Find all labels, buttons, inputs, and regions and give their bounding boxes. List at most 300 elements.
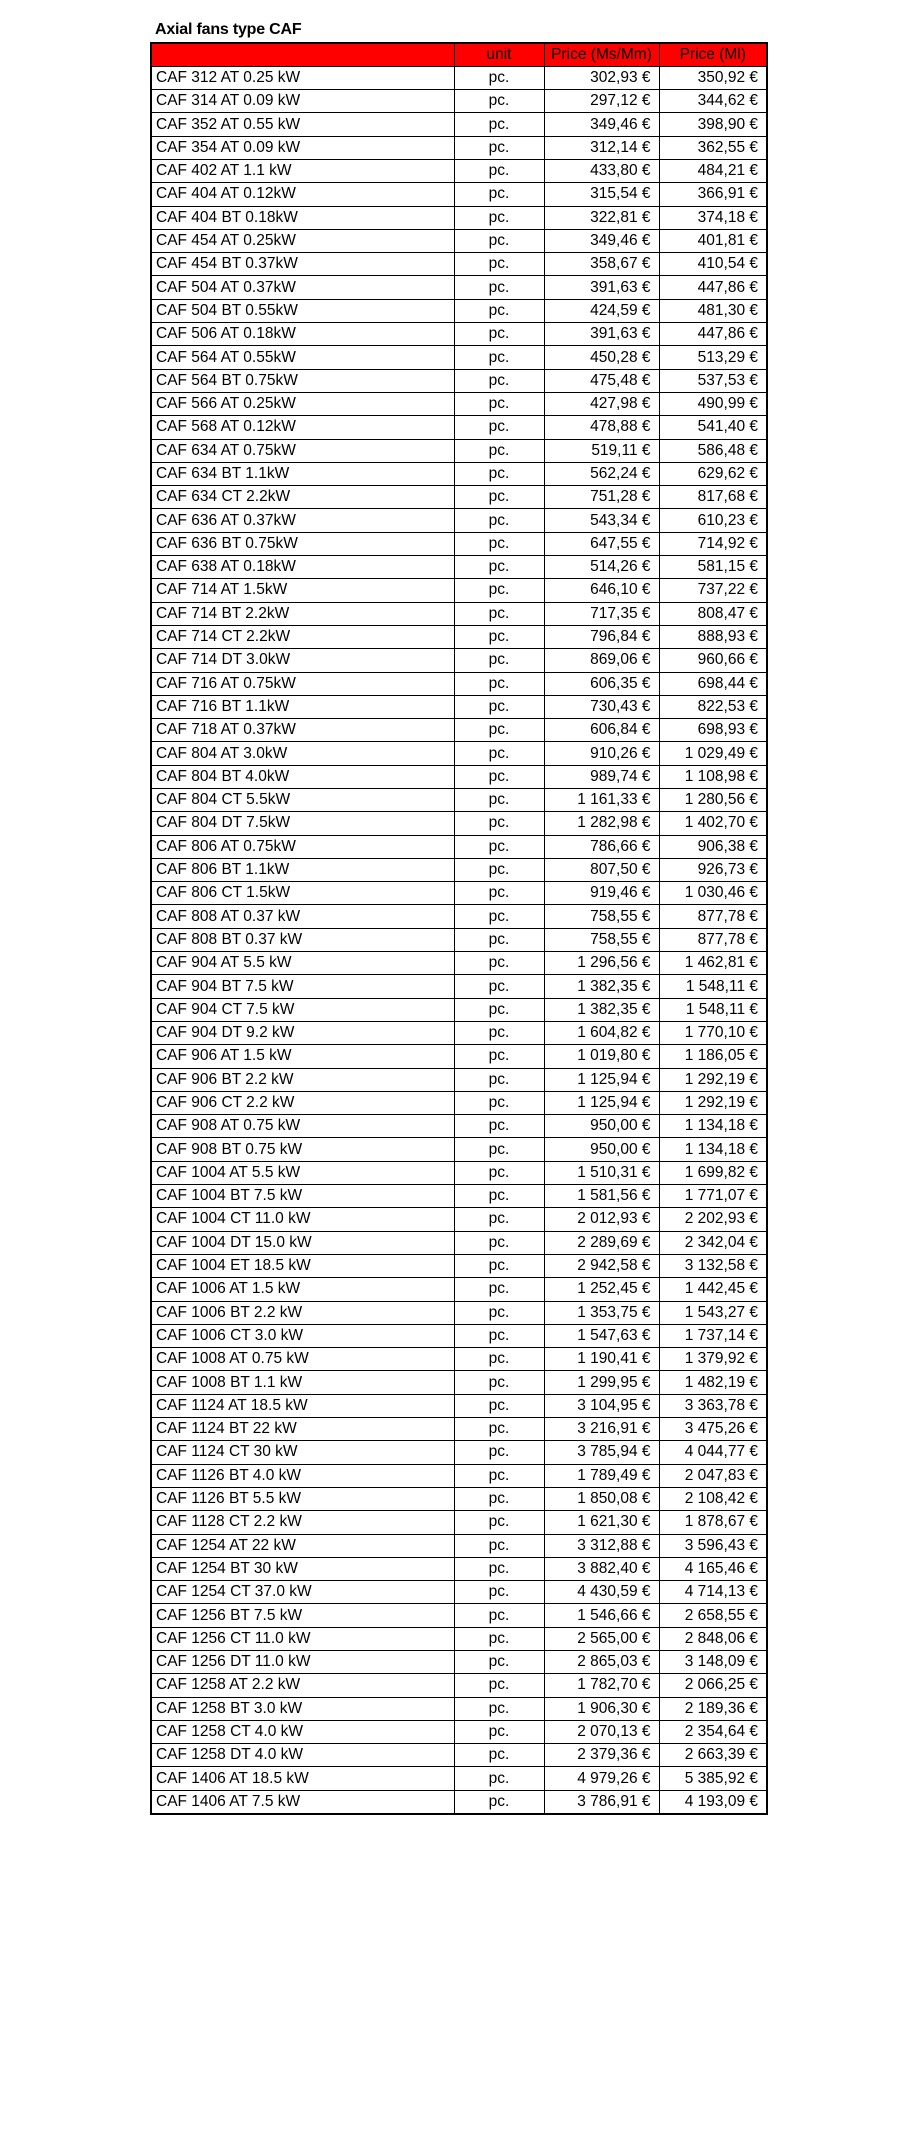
price-ml-cell: 1 771,07 € (659, 1185, 767, 1208)
price-ml-cell: 2 658,55 € (659, 1604, 767, 1627)
product-name: CAF 714 DT 3.0kW (151, 649, 454, 672)
table-row (151, 346, 767, 369)
unit-cell: pc. (454, 905, 544, 928)
unit-cell: pc. (454, 509, 544, 532)
unit-cell: pc. (454, 439, 544, 462)
table-row (151, 742, 767, 765)
unit-cell: pc. (454, 229, 544, 252)
price-ml-cell: 1 737,14 € (659, 1324, 767, 1347)
price-ms-cell: 3 785,94 € (544, 1441, 659, 1464)
price-ml-cell: 1 402,70 € (659, 812, 767, 835)
unit-cell: pc. (454, 882, 544, 905)
table-row (151, 1068, 767, 1091)
table-row (151, 1441, 767, 1464)
price-ml-cell: 484,21 € (659, 159, 767, 182)
unit-cell: pc. (454, 1115, 544, 1138)
table-row (151, 159, 767, 182)
price-ms-cell: 606,35 € (544, 672, 659, 695)
price-ms-cell: 519,11 € (544, 439, 659, 462)
table-row (151, 928, 767, 951)
unit-cell: pc. (454, 1301, 544, 1324)
price-ms-cell: 4 979,26 € (544, 1767, 659, 1790)
unit-cell: pc. (454, 90, 544, 113)
product-name: CAF 354 AT 0.09 kW (151, 136, 454, 159)
unit-cell: pc. (454, 1161, 544, 1184)
unit-cell: pc. (454, 113, 544, 136)
price-ml-cell: 581,15 € (659, 556, 767, 579)
product-name: CAF 1004 DT 15.0 kW (151, 1231, 454, 1254)
table-row (151, 1348, 767, 1371)
table-row (151, 66, 767, 89)
table-row (151, 1581, 767, 1604)
unit-cell: pc. (454, 789, 544, 812)
table-body (151, 66, 767, 1813)
price-ms-cell: 2 070,13 € (544, 1720, 659, 1743)
unit-cell: pc. (454, 602, 544, 625)
product-name: CAF 1126 BT 4.0 kW (151, 1464, 454, 1487)
unit-cell: pc. (454, 1091, 544, 1114)
price-ml-cell: 698,44 € (659, 672, 767, 695)
unit-cell: pc. (454, 1348, 544, 1371)
product-name: CAF 1128 CT 2.2 kW (151, 1511, 454, 1534)
table-row (151, 1604, 767, 1627)
table-row (151, 462, 767, 485)
product-name: CAF 804 DT 7.5kW (151, 812, 454, 835)
price-ms-cell: 1 510,31 € (544, 1161, 659, 1184)
table-row (151, 952, 767, 975)
price-ms-cell: 1 382,35 € (544, 975, 659, 998)
price-ml-cell: 2 342,04 € (659, 1231, 767, 1254)
unit-cell: pc. (454, 812, 544, 835)
table-row (151, 299, 767, 322)
product-name: CAF 1008 BT 1.1 kW (151, 1371, 454, 1394)
price-ml-cell: 960,66 € (659, 649, 767, 672)
unit-cell: pc. (454, 928, 544, 951)
table-row (151, 509, 767, 532)
unit-cell: pc. (454, 1487, 544, 1510)
price-ml-cell: 1 442,45 € (659, 1278, 767, 1301)
price-ml-cell: 714,92 € (659, 532, 767, 555)
price-ml-cell: 1 543,27 € (659, 1301, 767, 1324)
price-ml-cell: 490,99 € (659, 392, 767, 415)
product-name: CAF 634 CT 2.2kW (151, 486, 454, 509)
table-row (151, 975, 767, 998)
table-row (151, 90, 767, 113)
price-ml-cell: 4 714,13 € (659, 1581, 767, 1604)
price-ms-cell: 950,00 € (544, 1138, 659, 1161)
unit-cell: pc. (454, 625, 544, 648)
price-ml-cell: 1 379,92 € (659, 1348, 767, 1371)
table-row (151, 905, 767, 928)
unit-cell: pc. (454, 346, 544, 369)
unit-cell: pc. (454, 1650, 544, 1673)
unit-cell: pc. (454, 136, 544, 159)
unit-cell: pc. (454, 1744, 544, 1767)
product-name: CAF 908 BT 0.75 kW (151, 1138, 454, 1161)
price-ms-cell: 1 019,80 € (544, 1045, 659, 1068)
table-row (151, 998, 767, 1021)
product-name: CAF 1004 BT 7.5 kW (151, 1185, 454, 1208)
product-name: CAF 1006 BT 2.2 kW (151, 1301, 454, 1324)
unit-cell: pc. (454, 276, 544, 299)
unit-cell: pc. (454, 1790, 544, 1813)
price-ms-cell: 606,84 € (544, 719, 659, 742)
price-ms-cell: 1 252,45 € (544, 1278, 659, 1301)
product-name: CAF 904 BT 7.5 kW (151, 975, 454, 998)
price-ms-cell: 4 430,59 € (544, 1581, 659, 1604)
unit-cell: pc. (454, 416, 544, 439)
table-row (151, 439, 767, 462)
price-ms-cell: 302,93 € (544, 66, 659, 89)
price-ml-cell: 808,47 € (659, 602, 767, 625)
price-ml-cell: 447,86 € (659, 276, 767, 299)
table-row (151, 1185, 767, 1208)
unit-cell: pc. (454, 66, 544, 89)
product-name: CAF 504 AT 0.37kW (151, 276, 454, 299)
table-row (151, 1534, 767, 1557)
price-ml-cell: 1 482,19 € (659, 1371, 767, 1394)
price-ms-cell: 1 782,70 € (544, 1674, 659, 1697)
product-name: CAF 1406 AT 7.5 kW (151, 1790, 454, 1813)
price-sheet (150, 18, 766, 1815)
price-ms-cell: 514,26 € (544, 556, 659, 579)
price-ms-cell: 349,46 € (544, 113, 659, 136)
product-name: CAF 566 AT 0.25kW (151, 392, 454, 415)
product-name: CAF 716 BT 1.1kW (151, 695, 454, 718)
price-ms-cell: 322,81 € (544, 206, 659, 229)
unit-cell: pc. (454, 1324, 544, 1347)
product-name: CAF 1254 CT 37.0 kW (151, 1581, 454, 1604)
unit-cell: pc. (454, 1185, 544, 1208)
product-name: CAF 906 CT 2.2 kW (151, 1091, 454, 1114)
price-ms-cell: 1 125,94 € (544, 1068, 659, 1091)
product-name: CAF 714 BT 2.2kW (151, 602, 454, 625)
price-ml-cell: 1 280,56 € (659, 789, 767, 812)
product-name: CAF 808 AT 0.37 kW (151, 905, 454, 928)
unit-cell: pc. (454, 1278, 544, 1301)
table-row (151, 1208, 767, 1231)
table-row (151, 486, 767, 509)
unit-cell: pc. (454, 392, 544, 415)
product-name: CAF 634 AT 0.75kW (151, 439, 454, 462)
unit-cell: pc. (454, 1581, 544, 1604)
product-name: CAF 1256 CT 11.0 kW (151, 1627, 454, 1650)
product-name: CAF 906 AT 1.5 kW (151, 1045, 454, 1068)
table-row (151, 625, 767, 648)
price-ml-cell: 401,81 € (659, 229, 767, 252)
product-name: CAF 714 AT 1.5kW (151, 579, 454, 602)
product-name: CAF 806 BT 1.1kW (151, 858, 454, 881)
unit-cell: pc. (454, 323, 544, 346)
price-ml-cell: 1 134,18 € (659, 1115, 767, 1138)
product-name: CAF 1254 AT 22 kW (151, 1534, 454, 1557)
price-ml-cell: 513,29 € (659, 346, 767, 369)
price-ml-cell: 1 699,82 € (659, 1161, 767, 1184)
product-name: CAF 1006 CT 3.0 kW (151, 1324, 454, 1347)
product-name: CAF 1124 BT 22 kW (151, 1418, 454, 1441)
table-row (151, 882, 767, 905)
price-ms-cell: 646,10 € (544, 579, 659, 602)
table-row (151, 392, 767, 415)
price-ms-cell: 1 789,49 € (544, 1464, 659, 1487)
table-row (151, 1650, 767, 1673)
table-row (151, 369, 767, 392)
price-ms-cell: 424,59 € (544, 299, 659, 322)
unit-cell: pc. (454, 1767, 544, 1790)
price-ms-cell: 2 942,58 € (544, 1254, 659, 1277)
price-ml-cell: 888,93 € (659, 625, 767, 648)
table-row (151, 1278, 767, 1301)
price-ml-cell: 1 029,49 € (659, 742, 767, 765)
price-ms-cell: 869,06 € (544, 649, 659, 672)
price-ml-cell: 1 878,67 € (659, 1511, 767, 1534)
unit-cell: pc. (454, 858, 544, 881)
table-row (151, 1627, 767, 1650)
table-row (151, 1301, 767, 1324)
product-name: CAF 312 AT 0.25 kW (151, 66, 454, 89)
price-ml-cell: 3 475,26 € (659, 1418, 767, 1441)
table-row (151, 672, 767, 695)
product-name: CAF 404 AT 0.12kW (151, 183, 454, 206)
price-ml-cell: 906,38 € (659, 835, 767, 858)
unit-cell: pc. (454, 1511, 544, 1534)
price-ms-cell: 807,50 € (544, 858, 659, 881)
table-row (151, 1464, 767, 1487)
price-ml-cell: 1 462,81 € (659, 952, 767, 975)
price-ms-cell: 2 865,03 € (544, 1650, 659, 1673)
price-ml-cell: 1 292,19 € (659, 1091, 767, 1114)
table-row (151, 1138, 767, 1161)
unit-cell: pc. (454, 719, 544, 742)
table-row (151, 1394, 767, 1417)
table-row (151, 1254, 767, 1277)
table-row (151, 532, 767, 555)
price-ms-cell: 2 289,69 € (544, 1231, 659, 1254)
price-ms-cell: 1 547,63 € (544, 1324, 659, 1347)
price-ml-cell: 366,91 € (659, 183, 767, 206)
header-row (151, 43, 767, 66)
product-name: CAF 352 AT 0.55 kW (151, 113, 454, 136)
table-row (151, 1115, 767, 1138)
table-row (151, 1720, 767, 1743)
price-ms-cell: 751,28 € (544, 486, 659, 509)
price-ml-cell: 1 030,46 € (659, 882, 767, 905)
product-name: CAF 714 CT 2.2kW (151, 625, 454, 648)
product-name: CAF 718 AT 0.37kW (151, 719, 454, 742)
product-name: CAF 1004 AT 5.5 kW (151, 1161, 454, 1184)
product-name: CAF 904 AT 5.5 kW (151, 952, 454, 975)
unit-cell: pc. (454, 1231, 544, 1254)
unit-cell: pc. (454, 1021, 544, 1044)
unit-cell: pc. (454, 486, 544, 509)
price-ms-cell: 3 312,88 € (544, 1534, 659, 1557)
table-row (151, 1091, 767, 1114)
unit-cell: pc. (454, 159, 544, 182)
table-row (151, 183, 767, 206)
product-name: CAF 1124 CT 30 kW (151, 1441, 454, 1464)
price-ml-cell: 1 770,10 € (659, 1021, 767, 1044)
unit-cell: pc. (454, 299, 544, 322)
table-row (151, 602, 767, 625)
unit-cell: pc. (454, 1045, 544, 1068)
price-ms-cell: 758,55 € (544, 928, 659, 951)
table-row (151, 1767, 767, 1790)
price-ms-cell: 2 012,93 € (544, 1208, 659, 1231)
product-name: CAF 806 CT 1.5kW (151, 882, 454, 905)
unit-cell: pc. (454, 1604, 544, 1627)
product-name: CAF 638 AT 0.18kW (151, 556, 454, 579)
price-ml-cell: 481,30 € (659, 299, 767, 322)
product-name: CAF 1004 ET 18.5 kW (151, 1254, 454, 1277)
table-row (151, 812, 767, 835)
table-row (151, 1021, 767, 1044)
unit-cell: pc. (454, 579, 544, 602)
product-name: CAF 1004 CT 11.0 kW (151, 1208, 454, 1231)
table-row (151, 253, 767, 276)
price-ms-cell: 2 565,00 € (544, 1627, 659, 1650)
unit-cell: pc. (454, 998, 544, 1021)
product-name: CAF 1406 AT 18.5 kW (151, 1767, 454, 1790)
product-name: CAF 454 AT 0.25kW (151, 229, 454, 252)
price-ms-cell: 950,00 € (544, 1115, 659, 1138)
price-ml-cell: 537,53 € (659, 369, 767, 392)
price-ms-cell: 758,55 € (544, 905, 659, 928)
unit-cell: pc. (454, 253, 544, 276)
table-row (151, 1231, 767, 1254)
unit-cell: pc. (454, 206, 544, 229)
price-ml-cell: 926,73 € (659, 858, 767, 881)
product-name: CAF 1124 AT 18.5 kW (151, 1394, 454, 1417)
price-ms-cell: 3 882,40 € (544, 1557, 659, 1580)
product-name: CAF 1258 AT 2.2 kW (151, 1674, 454, 1697)
price-ml-cell: 817,68 € (659, 486, 767, 509)
price-ml-cell: 1 134,18 € (659, 1138, 767, 1161)
price-ms-cell: 1 581,56 € (544, 1185, 659, 1208)
price-ml-cell: 362,55 € (659, 136, 767, 159)
price-ms-cell: 3 104,95 € (544, 1394, 659, 1417)
unit-cell: pc. (454, 835, 544, 858)
table-row (151, 1487, 767, 1510)
price-ms-cell: 2 379,36 € (544, 1744, 659, 1767)
product-name: CAF 806 AT 0.75kW (151, 835, 454, 858)
product-name: CAF 1258 BT 3.0 kW (151, 1697, 454, 1720)
unit-cell: pc. (454, 1371, 544, 1394)
price-ml-cell: 374,18 € (659, 206, 767, 229)
table-header (151, 43, 767, 66)
unit-cell: pc. (454, 462, 544, 485)
price-ms-cell: 796,84 € (544, 625, 659, 648)
table-row (151, 1557, 767, 1580)
product-name: CAF 908 AT 0.75 kW (151, 1115, 454, 1138)
price-ms-cell: 358,67 € (544, 253, 659, 276)
table-row (151, 136, 767, 159)
table-row (151, 206, 767, 229)
unit-cell: pc. (454, 649, 544, 672)
price-ml-cell: 629,62 € (659, 462, 767, 485)
price-ml-cell: 3 596,43 € (659, 1534, 767, 1557)
table-row (151, 1697, 767, 1720)
table-row (151, 579, 767, 602)
price-ms-cell: 1 299,95 € (544, 1371, 659, 1394)
price-ms-cell: 919,46 € (544, 882, 659, 905)
price-ms-cell: 433,80 € (544, 159, 659, 182)
price-ms-cell: 3 216,91 € (544, 1418, 659, 1441)
price-ml-cell: 541,40 € (659, 416, 767, 439)
unit-cell: pc. (454, 975, 544, 998)
price-ml-cell: 610,23 € (659, 509, 767, 532)
product-name: CAF 804 BT 4.0kW (151, 765, 454, 788)
unit-cell: pc. (454, 532, 544, 555)
price-ms-cell: 1 296,56 € (544, 952, 659, 975)
price-ms-cell: 427,98 € (544, 392, 659, 415)
product-name: CAF 1254 BT 30 kW (151, 1557, 454, 1580)
table-row (151, 695, 767, 718)
header-price-ml: Price (Ml) (659, 43, 767, 66)
price-ms-cell: 910,26 € (544, 742, 659, 765)
product-name: CAF 454 BT 0.37kW (151, 253, 454, 276)
table-row (151, 649, 767, 672)
price-table (150, 42, 768, 1815)
price-ml-cell: 2 066,25 € (659, 1674, 767, 1697)
price-ml-cell: 698,93 € (659, 719, 767, 742)
price-ml-cell: 350,92 € (659, 66, 767, 89)
product-name: CAF 402 AT 1.1 kW (151, 159, 454, 182)
price-ms-cell: 1 546,66 € (544, 1604, 659, 1627)
unit-cell: pc. (454, 1674, 544, 1697)
table-row (151, 229, 767, 252)
product-name: CAF 506 AT 0.18kW (151, 323, 454, 346)
product-name: CAF 804 AT 3.0kW (151, 742, 454, 765)
unit-cell: pc. (454, 1534, 544, 1557)
price-ml-cell: 410,54 € (659, 253, 767, 276)
price-ms-cell: 450,28 € (544, 346, 659, 369)
unit-cell: pc. (454, 952, 544, 975)
header-price-ms: Price (Ms/Mm) (544, 43, 659, 66)
product-name: CAF 636 AT 0.37kW (151, 509, 454, 532)
product-name: CAF 636 BT 0.75kW (151, 532, 454, 555)
price-ml-cell: 2 354,64 € (659, 1720, 767, 1743)
table-row (151, 1790, 767, 1813)
price-ms-cell: 475,48 € (544, 369, 659, 392)
unit-cell: pc. (454, 1418, 544, 1441)
product-name: CAF 1258 DT 4.0 kW (151, 1744, 454, 1767)
price-ml-cell: 4 193,09 € (659, 1790, 767, 1813)
price-ms-cell: 1 850,08 € (544, 1487, 659, 1510)
price-ml-cell: 737,22 € (659, 579, 767, 602)
table-row (151, 1371, 767, 1394)
price-ml-cell: 2 189,36 € (659, 1697, 767, 1720)
price-ms-cell: 1 161,33 € (544, 789, 659, 812)
product-name: CAF 564 BT 0.75kW (151, 369, 454, 392)
price-ms-cell: 312,14 € (544, 136, 659, 159)
table-row (151, 1511, 767, 1534)
table-row (151, 789, 767, 812)
header-unit: unit (454, 43, 544, 66)
price-ms-cell: 786,66 € (544, 835, 659, 858)
unit-cell: pc. (454, 1441, 544, 1464)
price-ml-cell: 1 108,98 € (659, 765, 767, 788)
table-row (151, 835, 767, 858)
product-name: CAF 1256 DT 11.0 kW (151, 1650, 454, 1673)
price-ms-cell: 647,55 € (544, 532, 659, 555)
price-ms-cell: 297,12 € (544, 90, 659, 113)
table-row (151, 276, 767, 299)
unit-cell: pc. (454, 1138, 544, 1161)
price-ml-cell: 2 848,06 € (659, 1627, 767, 1650)
table-row (151, 1418, 767, 1441)
product-name: CAF 906 BT 2.2 kW (151, 1068, 454, 1091)
price-ml-cell: 4 044,77 € (659, 1441, 767, 1464)
